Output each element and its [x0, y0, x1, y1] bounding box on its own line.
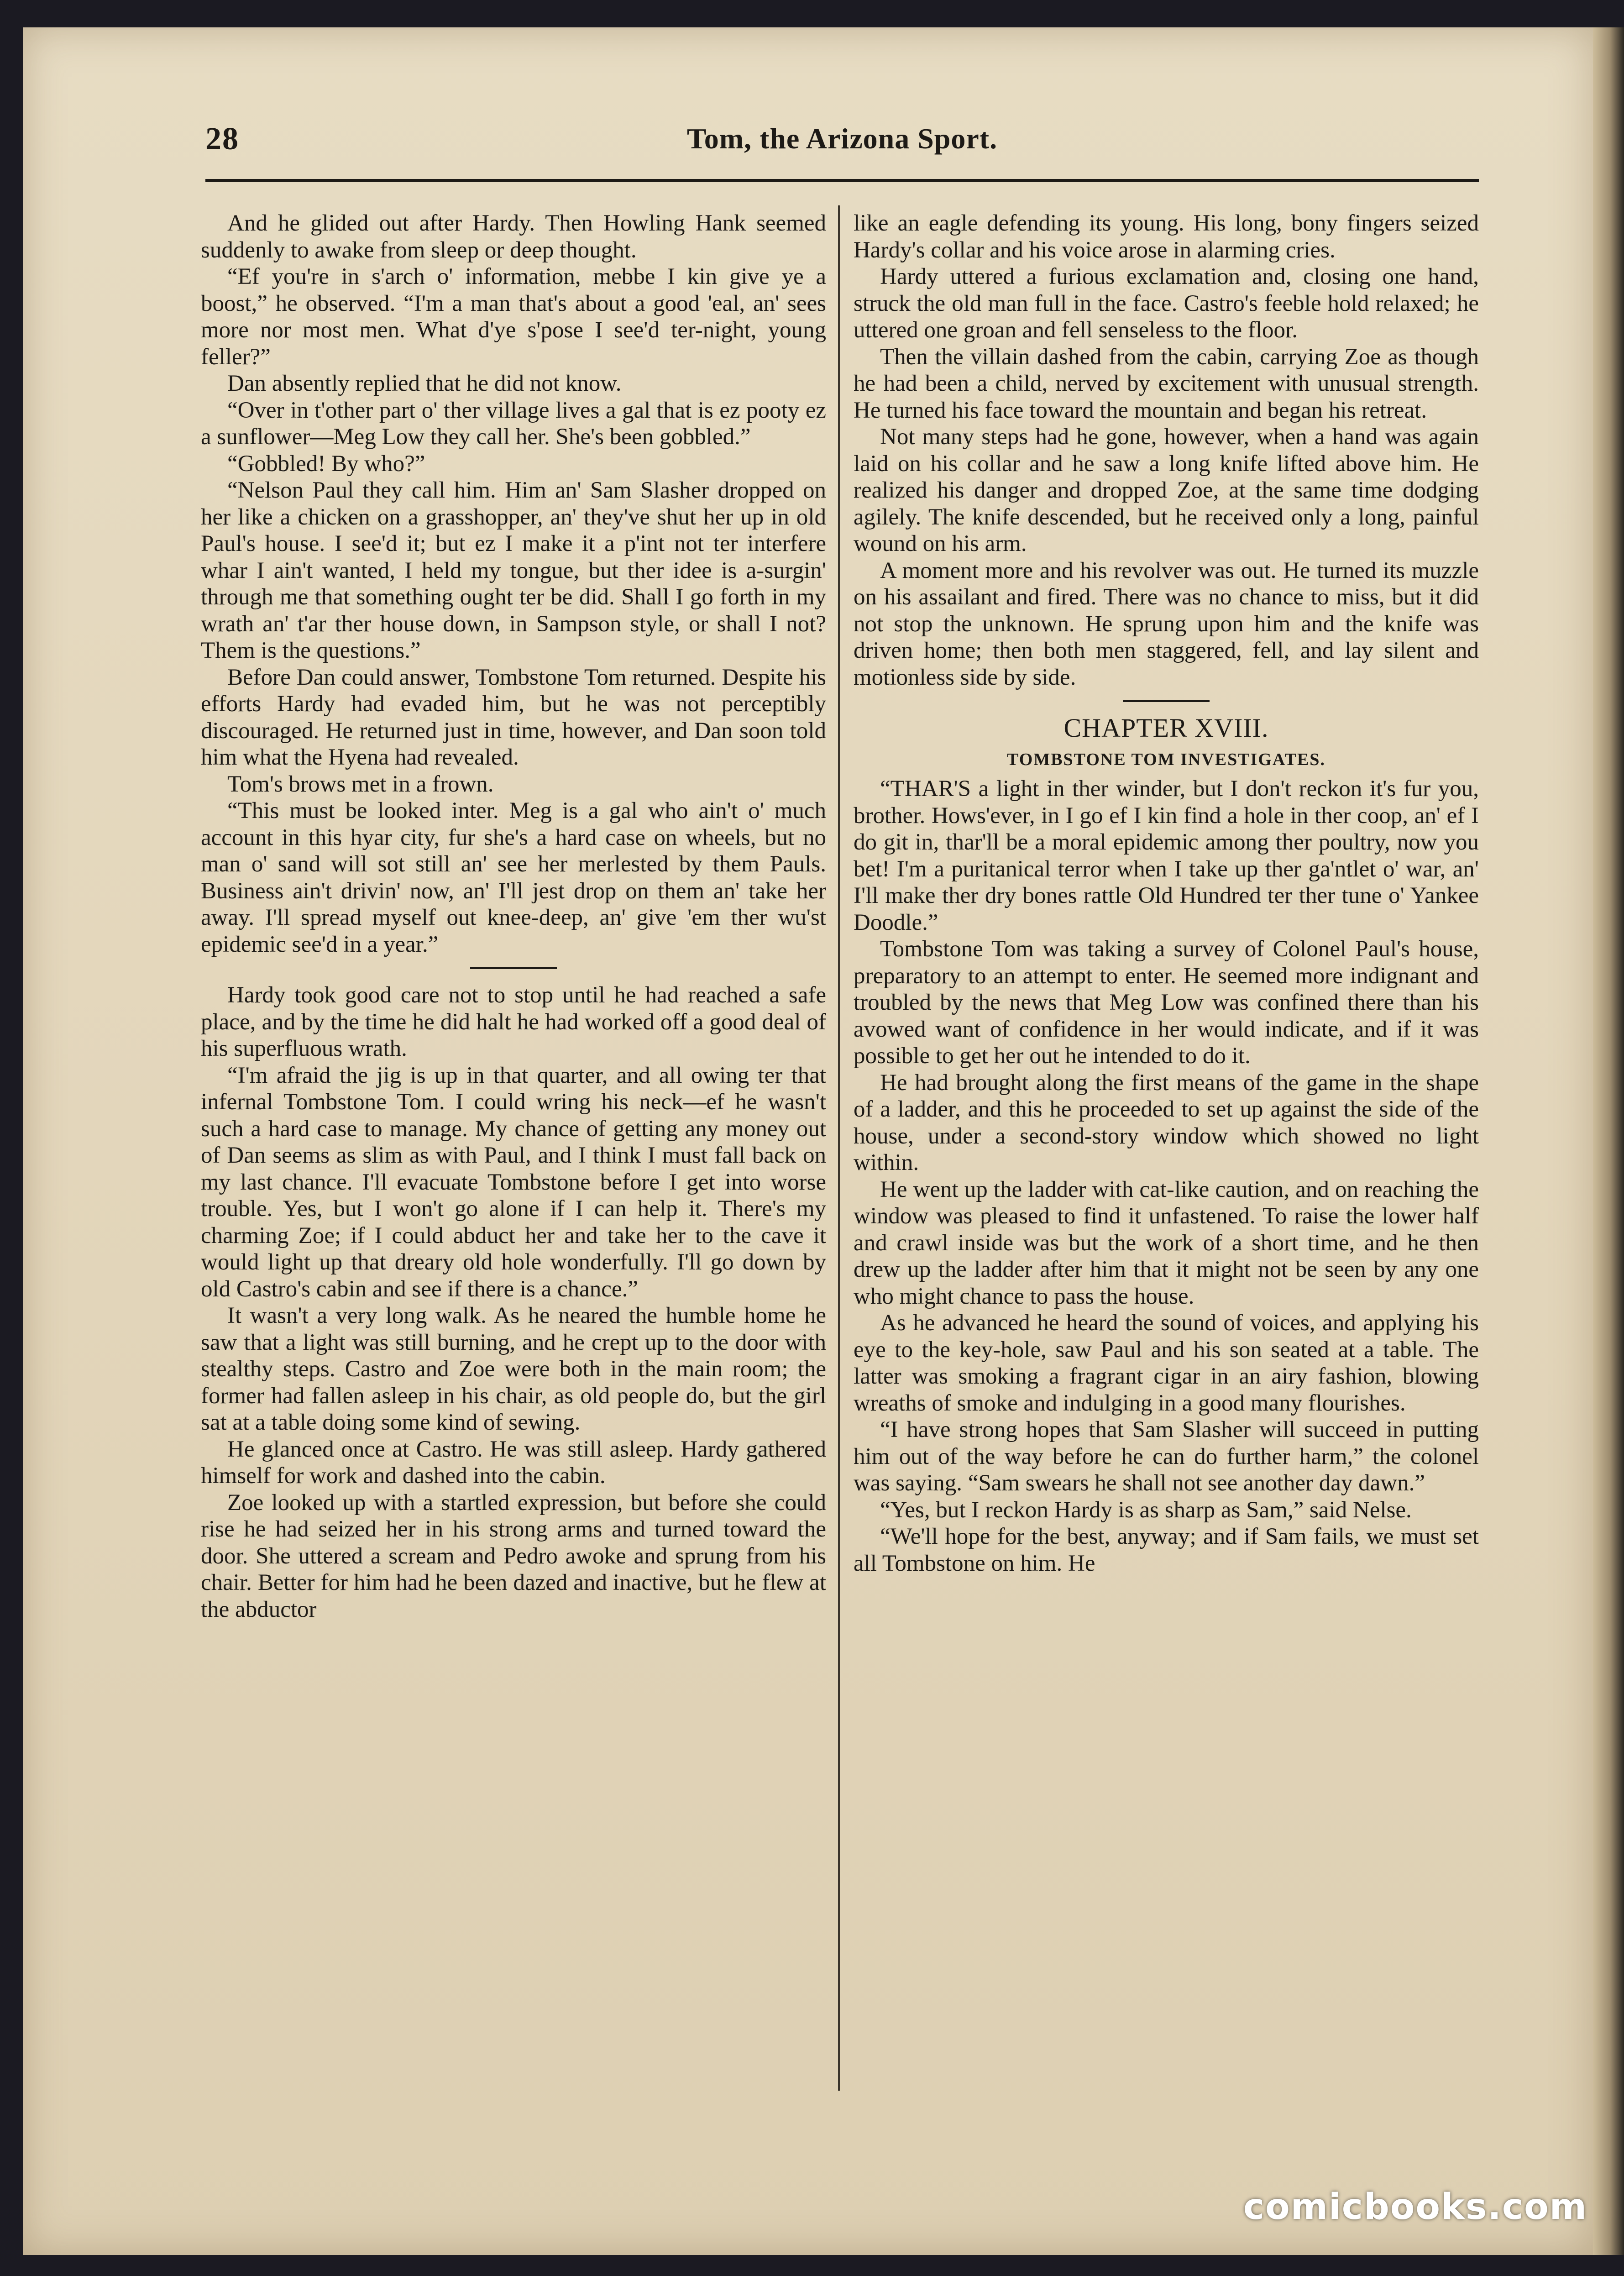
paragraph: Tombstone Tom was taking a survey of Colonel Paul's house, preparatory to an attempt to enter. He seemed more indignant and troubled by the news that Meg Low was confined there than his avowed want of confidence in her would indicate, and if it was possible to get her out he intended to do it. — [854, 936, 1479, 1069]
right-column — [854, 210, 1479, 2100]
paragraph: “This must be looked inter. Meg is a gal who ain't o' much account in this hyar city, fur she's a hard case on wheels, but no man o' sand will sot still an' see her merlested by them Pauls. Business ain't drivin' now, an' I'll jest drop on them an' take her away. I'll spread myself out knee-deep, an' give 'em ther wu'st epidemic see'd in a year.” — [201, 798, 826, 957]
paragraph: “I'm afraid the jig is up in that quarter, and all owing ter that infernal Tombstone Tom. I could wring his neck—ef he wasn't such a hard case to manage. My chance of getting any money out of Dan seems as slim as with Paul, and I think I must fall back on my last chance. I'll evacuate Tombstone before I get into worse trouble. Yes, but I won't go alone if I can help it. There's my charming Zoe; if I could abduct her and take her to the cave it would light up that dreary old hole wonderfully. I'll go down by old Castro's cabin and see if there is a chance.” — [201, 1062, 826, 1302]
page-header — [205, 121, 1479, 171]
paragraph: It wasn't a very long walk. As he neared the humble home he saw that a light was still burning, and he crept up to the door with stealthy steps. Castro and Zoe were both in the main room; the former had fallen asleep in his chair, as old people do, but the girl sat at a table doing some kind of sewing. — [201, 1303, 826, 1435]
page-edge — [1593, 27, 1624, 2255]
header-rule — [205, 179, 1479, 182]
paragraph: like an eagle defending its young. His long, bony fingers seized Hardy's collar and his voice arose in alarming cries. — [854, 210, 1479, 263]
paragraph: “Nelson Paul they call him. Him an' Sam Slasher dropped on her like a chicken on a grasshopper, an' they've shut her up in old Paul's house. I see'd it; but ez I make it a p'int not ter interfere whar I ain't wanted, I held my tongue, but ther idee is a-surgin' through me that something ought ter be did. Shall I go forth in my wrath an' t'ar ther house down, in Sampson style, or shall I not? Them is the questions.” — [201, 477, 826, 663]
paragraph: “Ef you're in s'arch o' information, mebbe I kin give ye a boost,” he observed. “I'm a man that's about a good 'eal, an' sees more nor most men. What d'ye s'pose I see'd ter-night, young feller?” — [201, 264, 826, 370]
paragraph: “I have strong hopes that Sam Slasher will succeed in putting him out of the way before he can do further harm,” the colonel was saying. “Sam swears he shall not see another day dawn.” — [854, 1417, 1479, 1496]
page-number: 28 — [205, 121, 239, 157]
chapter-heading: CHAPTER XVIII. — [1063, 713, 1269, 743]
paragraph: He glanced once at Castro. He was still asleep. Hardy gathered himself for work and dashed into the cabin. — [201, 1436, 826, 1489]
paragraph: As he advanced he heard the sound of voices, and applying his eye to the key-hole, saw Paul and his son seated at a table. The latter was smoking a fragrant cigar in an airy fashion, blowing wreaths of smoke and indulging in a good many flourishes. — [854, 1310, 1479, 1416]
watermark: comicbooks.com — [1243, 2187, 1587, 2228]
left-column — [201, 210, 826, 2100]
column-rule — [838, 205, 840, 2091]
paragraph: Tom's brows met in a frown. — [227, 771, 494, 797]
paragraph: Hardy took good care not to stop until he had reached a safe place, and by the time he did halt he had worked off a good deal of his superfluous wrath. — [201, 982, 826, 1061]
paragraph: Before Dan could answer, Tombstone Tom returned. Despite his efforts Hardy had evaded him, but he was not perceptibly discouraged. He returned just in time, however, and Dan soon told him what the Hyena had revealed. — [201, 664, 826, 770]
paragraph: He went up the ladder with cat-like caution, and on reaching the window was pleased to find it unfastened. To raise the lower half and crawl inside was but the work of a short time, and he then drew up the ladder after him that it might not be seen by any one who might chance to pass the house. — [854, 1176, 1479, 1309]
paragraph: And he glided out after Hardy. Then Howling Hank seemed suddenly to awake from sleep or deep thought. — [201, 210, 826, 263]
paragraph: “Gobbled! By who?” — [227, 451, 425, 477]
section-divider — [470, 967, 557, 969]
chapter-subtitle: TOMBSTONE TOM INVESTIGATES. — [1007, 750, 1325, 769]
paragraph: “THAR'S a light in ther winder, but I don't reckon it's fur you, brother. Hows'ever, in I go ef I kin find a hole in ther coop, an' ef I do git in, thar'll be a moral epidemic among ther poultry, now you bet! I'm a puritanical terror when I take up ther ga'ntlet o' war, an' I'll make ther dry bones rattle Old Hundred ter ther tune o' Yankee Doodle.” — [854, 776, 1479, 935]
paragraph: Not many steps had he gone, however, when a hand was again laid on his collar and he saw a long knife lifted above him. He realized his danger and dropped Zoe, at the same time dodging agilely. The knife descended, but he received only a long, painful wound on his arm. — [854, 424, 1479, 556]
paragraph: Then the villain dashed from the cabin, carrying Zoe as though he had been a child, nerved by excitement with unusual strength. He turned his face toward the mountain and began his retreat. — [854, 344, 1479, 423]
paragraph: A moment more and his revolver was out. He turned its muzzle on his assailant and fired. There was no chance to miss, but it did not stop the unknown. He sprung upon him and the knife was driven home; then both men staggered, fell, and lay silent and motionless side by side. — [854, 557, 1479, 690]
paragraph: Dan absently replied that he did not know. — [227, 371, 622, 396]
paragraph: “Yes, but I reckon Hardy is as sharp as Sam,” said Nelse. — [880, 1497, 1412, 1523]
paragraph: Zoe looked up with a startled expression, but before she could rise he had seized her in his strong arms and turned toward the door. She uttered a scream and Pedro awoke and sprung from his chair. Better for him had he been dazed and inactive, but he flew at the abductor — [201, 1489, 826, 1622]
paragraph: “We'll hope for the best, anyway; and if Sam fails, we must set all Tombstone on him. He — [854, 1524, 1479, 1576]
running-title: Tom, the Arizona Sport. — [686, 122, 998, 155]
chapter-divider — [1123, 700, 1210, 702]
paragraph: He had brought along the first means of the game in the shape of a ladder, and this he proceeded to set up against the side of the house, under a second-story window which showed no light within. — [854, 1070, 1479, 1175]
paragraph: Hardy uttered a furious exclamation and, closing one hand, struck the old man full in the face. Castro's feeble hold relaxed; he uttered one groan and fell senseless to the floor. — [854, 264, 1479, 343]
paragraph: “Over in t'other part o' ther village lives a gal that is ez pooty ez a sunflower—Meg Low they call her. She's been gobbled.” — [201, 397, 826, 450]
